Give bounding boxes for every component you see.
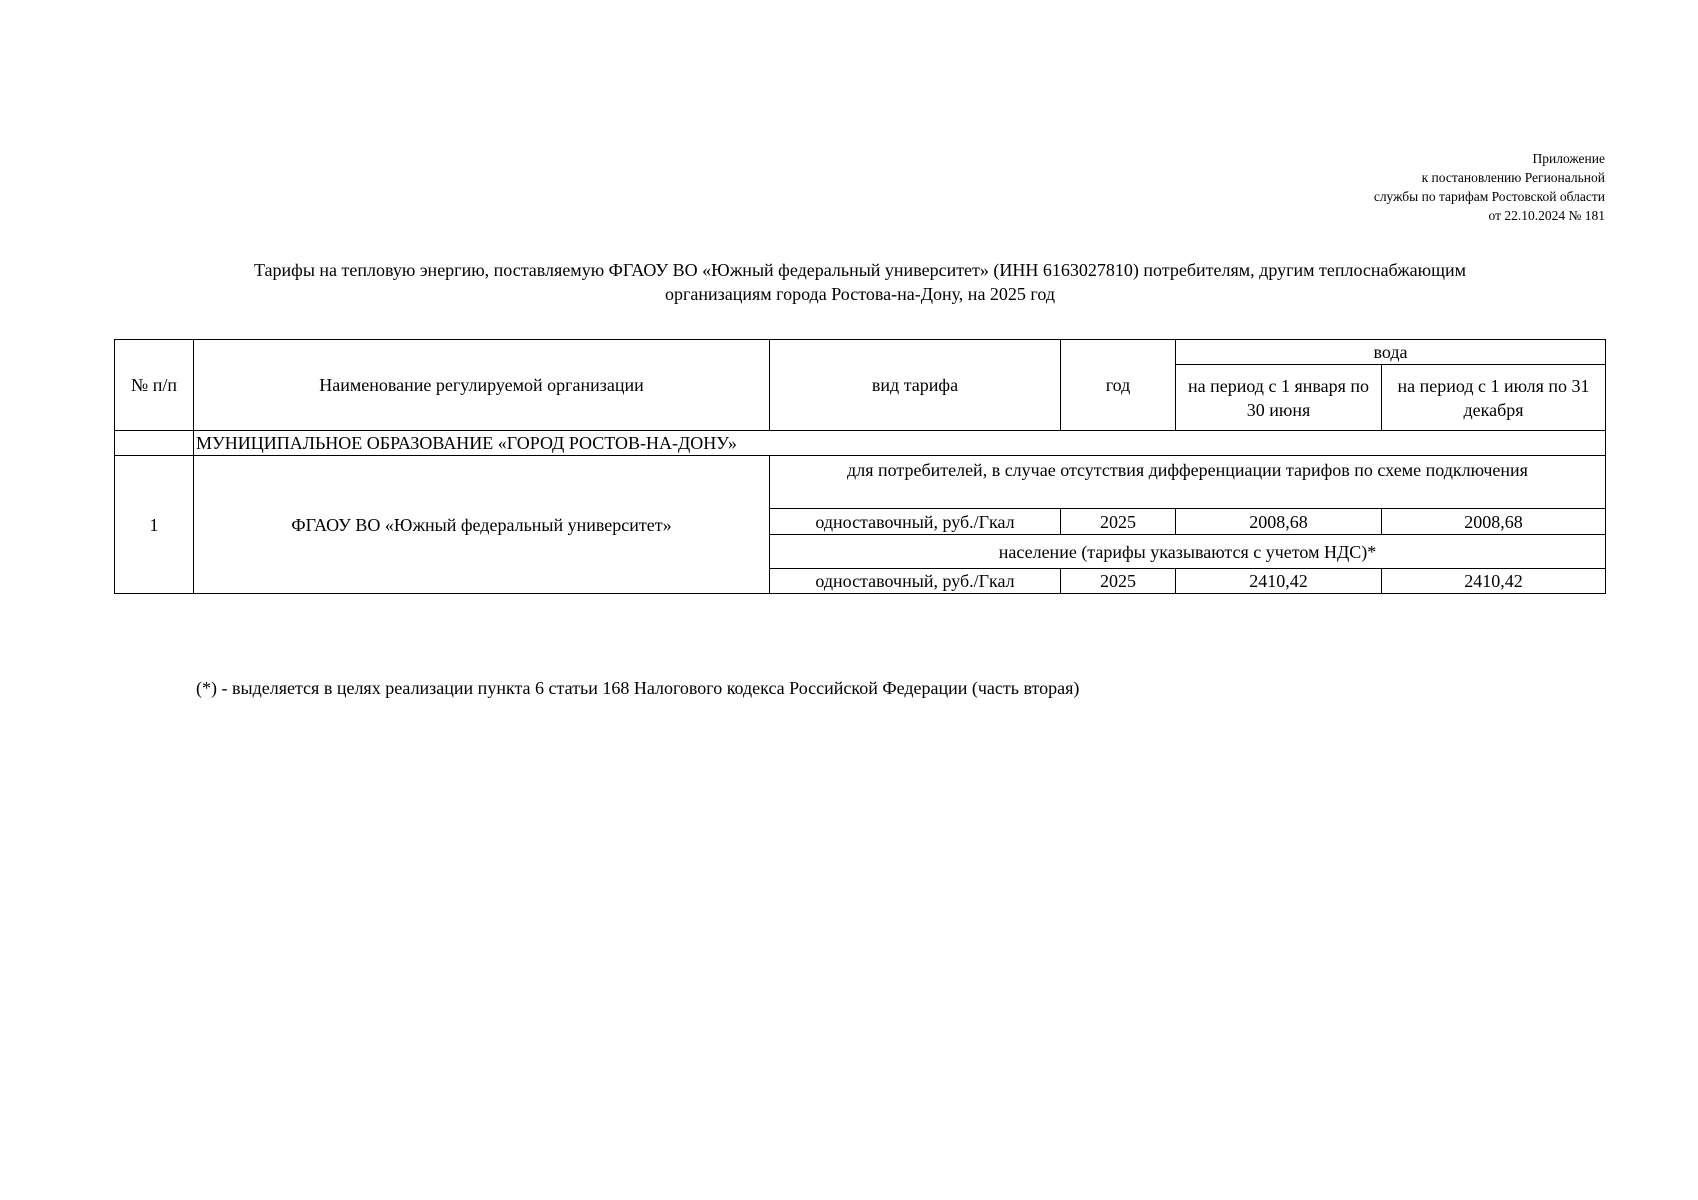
tariff-period-2-value: 2410,42 bbox=[1382, 569, 1606, 594]
header-period-1: на период с 1 января по 30 июня bbox=[1176, 365, 1382, 431]
appendix-line-4: от 22.10.2024 № 181 bbox=[1488, 208, 1605, 223]
tariff-period-1-value: 2410,42 bbox=[1176, 569, 1382, 594]
footnote: (*) - выделяется в целях реализации пункта 6 статьи 168 Налогового кодекса Российской Федерации (часть вторая) bbox=[196, 678, 1080, 698]
header-period-2: на период с 1 июля по 31 декабря bbox=[1382, 365, 1606, 431]
group-label-consumers: для потребителей, в случае отсутствия дифференциации тарифов по схеме подключения bbox=[770, 456, 1606, 509]
header-organization: Наименование регулируемой организации bbox=[194, 340, 770, 431]
header-row bbox=[115, 340, 1606, 365]
municipality-row bbox=[115, 431, 1606, 456]
appendix-line-1: Приложение bbox=[1532, 151, 1605, 166]
municipality-name: МУНИЦИПАЛЬНОЕ ОБРАЗОВАНИЕ «ГОРОД РОСТОВ-НА-ДОНУ» bbox=[194, 431, 1606, 456]
group-label-population: население (тарифы указываются с учетом НДС)* bbox=[770, 535, 1606, 569]
tariff-type-cell: одноставочный, руб./Гкал bbox=[770, 509, 1061, 535]
document-title bbox=[140, 258, 1580, 306]
title-line-2: организациям города Ростова-на-Дону, на 2025 год bbox=[664, 284, 1056, 304]
title-line-1: Тарифы на тепловую энергию, поставляемую ФГАОУ ВО «Южный федеральный университет» (ИНН 6163027810) потребителям, другим теплоснабжающим bbox=[253, 260, 1466, 280]
header-year: год bbox=[1061, 340, 1176, 431]
tariffs-table bbox=[114, 339, 1606, 594]
group-label-row bbox=[115, 456, 1606, 509]
appendix-line-3: службы по тарифам Ростовской области bbox=[1373, 189, 1605, 204]
appendix-line-2: к постановлению Региональной bbox=[1421, 170, 1605, 185]
tariff-period-1-value: 2008,68 bbox=[1176, 509, 1382, 535]
tariff-year-cell: 2025 bbox=[1061, 569, 1176, 594]
header-tariff-type: вид тарифа bbox=[770, 340, 1061, 431]
organization-name: ФГАОУ ВО «Южный федеральный университет» bbox=[194, 456, 770, 594]
tariff-year-cell: 2025 bbox=[1061, 509, 1176, 535]
appendix-block bbox=[1374, 149, 1605, 225]
header-water: вода bbox=[1176, 340, 1606, 365]
tariff-type-cell: одноставочный, руб./Гкал bbox=[770, 569, 1061, 594]
tariff-period-2-value: 2008,68 bbox=[1382, 509, 1606, 535]
municipality-number-cell bbox=[115, 431, 194, 456]
header-number: № п/п bbox=[115, 340, 194, 431]
row-number: 1 bbox=[115, 456, 194, 594]
